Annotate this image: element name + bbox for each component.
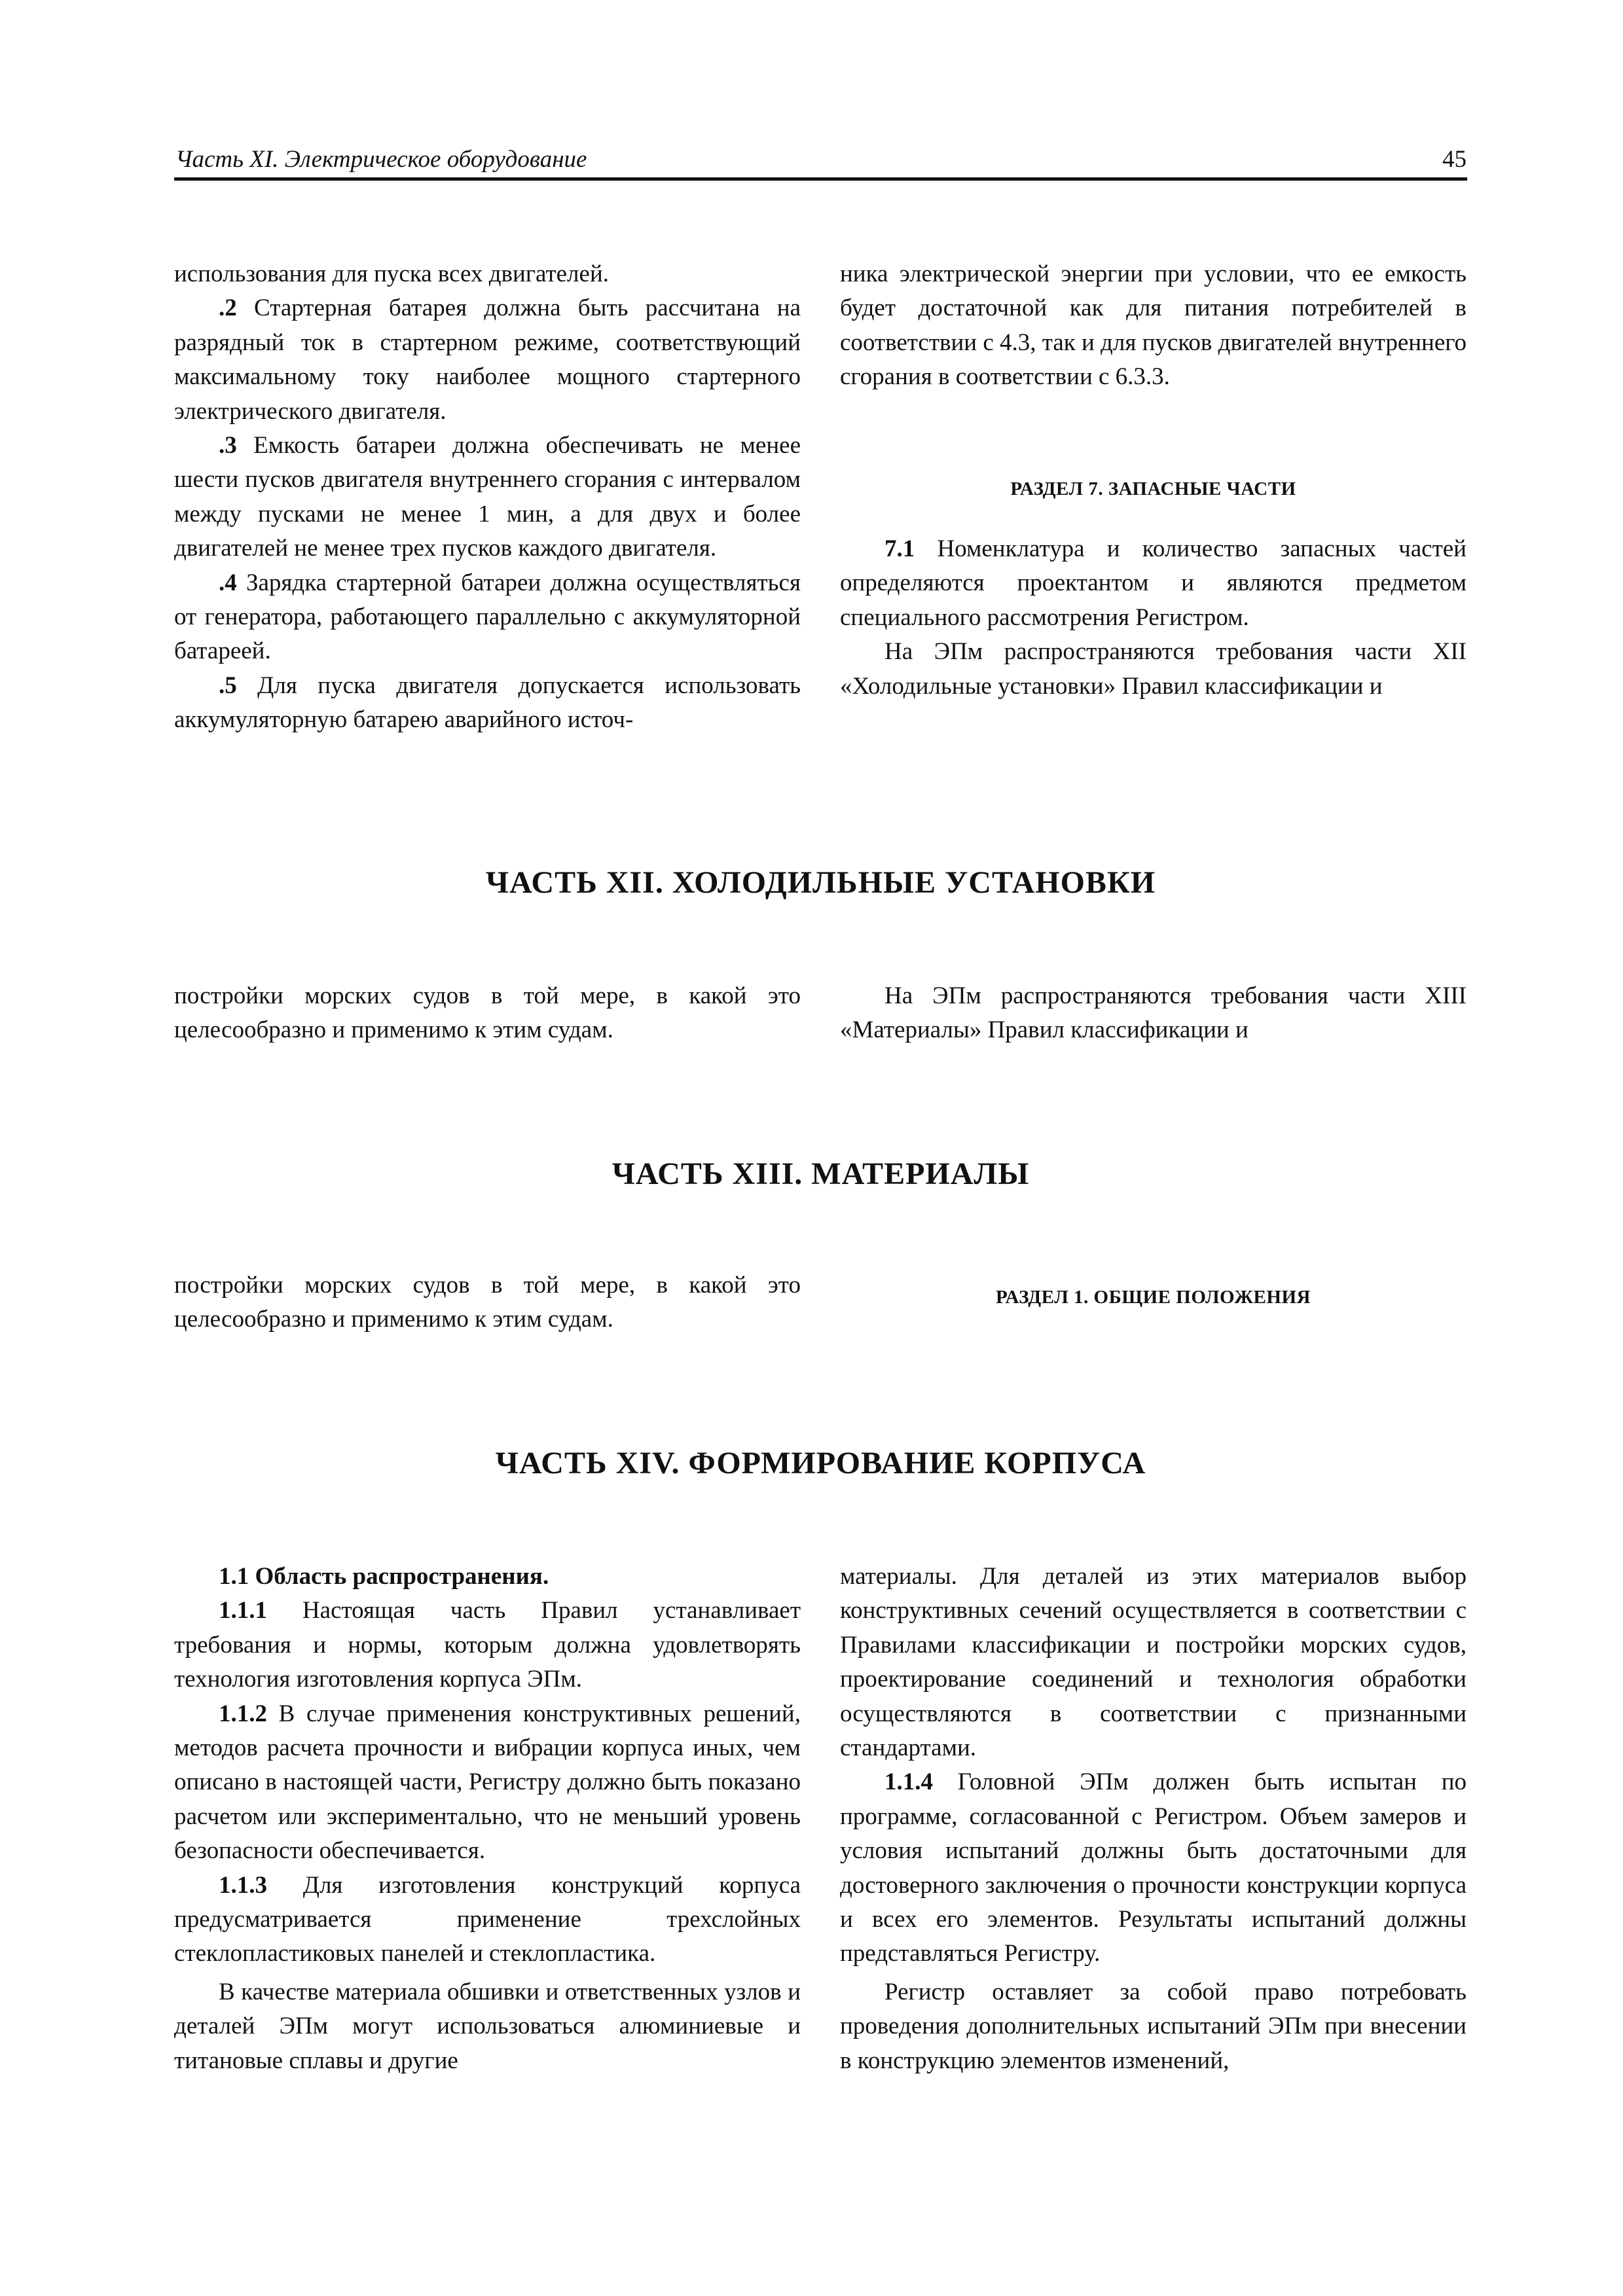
paragraph-text: Для пуска двигателя допускается использовать аккумуляторную батарею аварийного источ- (174, 672, 801, 734)
part12-left-column (174, 979, 801, 1048)
part13-title: ЧАСТЬ XIII. МАТЕРИАЛЫ (611, 1157, 1030, 1191)
item-number: .2 (219, 295, 237, 322)
paragraph: На ЭПм распространяются требования части XIII «Материалы» Правил классификации и (840, 982, 1467, 1044)
page-number: 45 (1442, 146, 1467, 173)
item-number: .4 (219, 569, 237, 596)
paragraph (174, 1697, 801, 1869)
item-number: .5 (219, 672, 237, 699)
part14-right-column (840, 1560, 1467, 2078)
paragraph: В качестве материала обшивки и ответственных узлов и деталей ЭПм могут использоваться алюминиевые и титановые сплавы и другие (174, 1978, 801, 2074)
paragraph (174, 1594, 801, 1696)
running-header-title: Часть XI. Электрическое оборудование (175, 146, 587, 173)
part11-right-column (840, 257, 1467, 704)
paragraph-text: Настоящая часть Правил устанавливает требования и нормы, которым должна удовлетворять технология изготовления корпуса ЭПм. (174, 1597, 801, 1693)
item-number: 1.1.1 (219, 1597, 267, 1624)
spacer (840, 506, 1467, 532)
paragraph-text: Для изготовления конструкций корпуса предусматривается применение трехслойных стеклопластиковых панелей и стеклопластика. (174, 1871, 801, 1967)
part13-left-column (174, 1268, 801, 1337)
paragraph: ника электрической энергии при условии, что ее емкость будет достаточной как для питания потребителей в соответствии с 4.3, так и для пусков двигателей внутреннего сгорания в соответствии с 6.3.3. (840, 260, 1467, 391)
paragraph-text: Емкость батареи должна обеспечивать не менее шести пусков двигателя внутреннего сгорания с интервалом между пусками не менее 1 мин, а для двух и более двигателей не менее трех пусков каждого двигателя. (174, 432, 801, 562)
paragraph-text: В случае применения конструктивных решений, методов расчета прочности и вибрации корпуса иных, чем описано в настоящей части, Регистру должно быть показано расчетом или экспериментально, что не меньший уровень безопасности обеспечивается. (174, 1700, 801, 1865)
paragraph-text: Стартерная батарея должна быть рассчитана на разрядный ток в стартерном режиме, соответствующий максимальному току наиболее мощного стартерного электрического двигателя. (174, 295, 801, 425)
part14-left-column (174, 1560, 801, 2078)
part11-left-column (174, 257, 801, 738)
item-number: 7.1 (884, 535, 915, 563)
subsection-heading: 1.1 Область распространения. (219, 1563, 549, 1590)
paragraph (840, 1765, 1467, 1971)
paragraph-text: Зарядка стартерной батареи должна осуществляться от генератора, работающего параллельно с аккумуляторной батареей. (174, 569, 801, 665)
paragraph: материалы. Для деталей из этих материалов выбор конструктивных сечений осуществляется в соответствии с Правилами классификации и постройки морских судов, проектирование соединений и технология обработки осуществляются в соответствии с признанными стандартами. (840, 1563, 1467, 1762)
paragraph (174, 1869, 801, 1971)
paragraph: использования для пуска всех двигателей. (174, 260, 609, 287)
paragraph: На ЭПм распространяются требования части XII «Холодильные установки» Правил классификации и (840, 638, 1467, 700)
part12-title: ЧАСТЬ XII. ХОЛОДИЛЬНЫЕ УСТАНОВКИ (485, 865, 1156, 900)
item-number: 1.1.3 (219, 1871, 267, 1899)
paragraph: постройки морских судов в той мере, в какой это целесообразно и применимо к этим судам. (174, 982, 801, 1044)
item-number: 1.1.4 (884, 1768, 933, 1796)
item-number: 1.1.2 (219, 1700, 267, 1727)
section-7-heading: РАЗДЕЛ 7. ЗАПАСНЫЕ ЧАСТИ (1010, 478, 1296, 499)
spacer (840, 395, 1467, 472)
part12-right-column (840, 979, 1467, 1048)
section-1-heading: РАЗДЕЛ 1. ОБЩИЕ ПОЛОЖЕНИЯ (996, 1287, 1311, 1308)
header-rule (174, 177, 1467, 181)
paragraph (174, 429, 801, 566)
part14-title: ЧАСТЬ XIV. ФОРМИРОВАНИЕ КОРПУСА (495, 1446, 1146, 1480)
paragraph (174, 291, 801, 429)
paragraph: постройки морских судов в той мере, в какой это целесообразно и применимо к этим судам. (174, 1272, 801, 1333)
item-number: .3 (219, 432, 237, 459)
paragraph: Регистр оставляет за собой право потребовать проведения дополнительных испытаний ЭПм при внесении в конструкцию элементов изменений, (840, 1978, 1467, 2074)
paragraph (174, 566, 801, 669)
paragraph-text: Номенклатура и количество запасных частей определяются проектантом и являются предметом специального рассмотрения Регистром. (840, 535, 1467, 631)
paragraph-text: Головной ЭПм должен быть испытан по программе, согласованной с Регистром. Объем замеров и условия испытаний должны быть достаточными для достоверного заключения о прочности конструкции корпуса и всех его элементов. Результаты испытаний должны представляться Регистру. (840, 1768, 1467, 1967)
part13-right-column (840, 1280, 1467, 1314)
paragraph (840, 532, 1467, 635)
paragraph (174, 669, 801, 738)
